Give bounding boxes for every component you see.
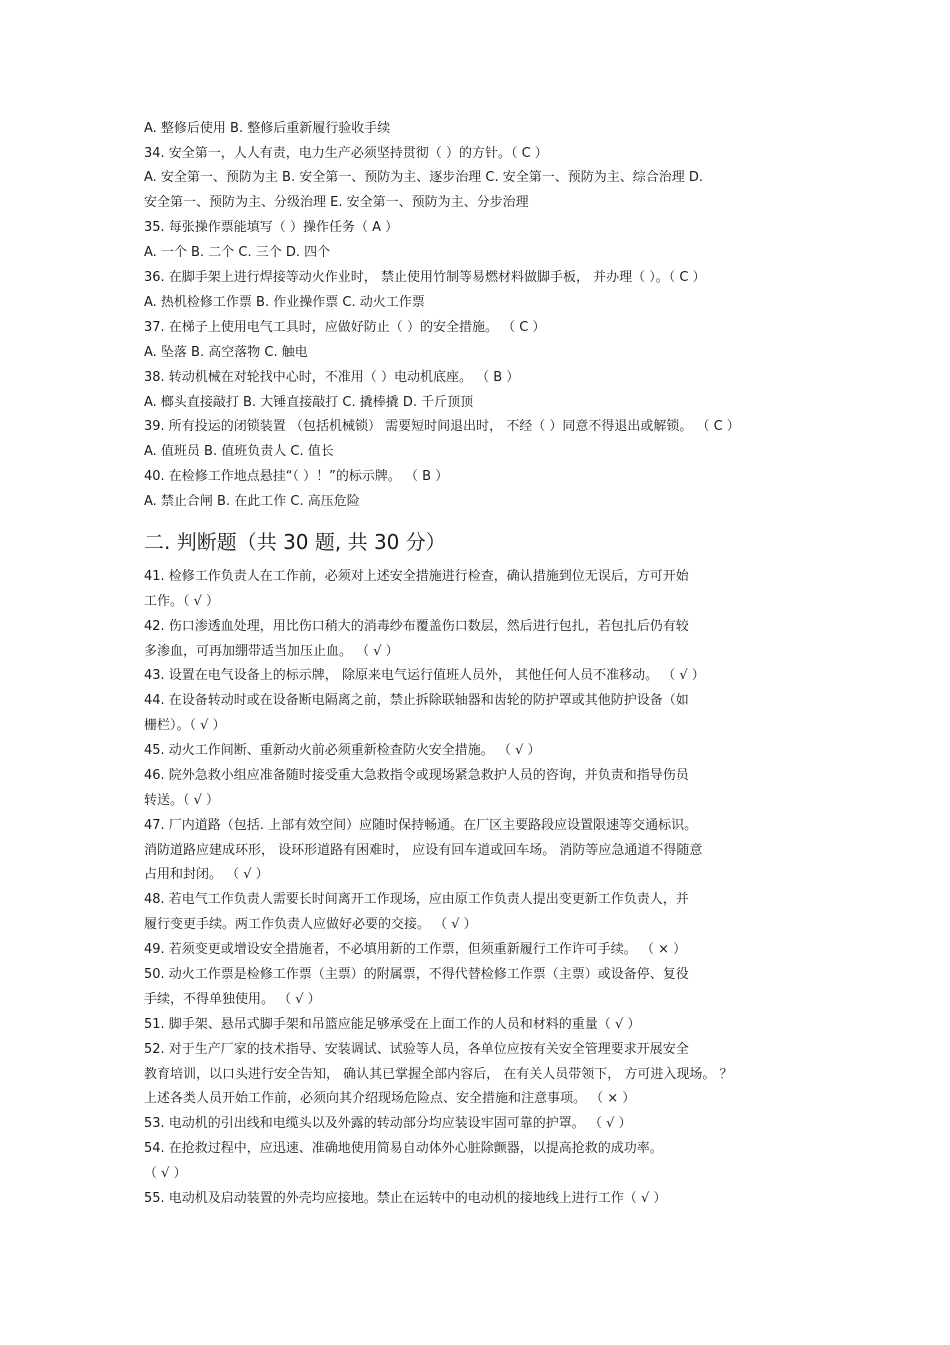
question-47-cont2: 占用和封闭。 （ √ ） (144, 867, 269, 882)
question-49: 49. 若须变更或增设安全措施者，不必填用新的工作票，但须重新履行工作许可手续。 （ × ） (144, 942, 687, 957)
question-36-options: A. 热机检修工作票 B. 作业操作票 C. 动火工作票 (144, 295, 425, 310)
question-40: 40. 在检修工作地点悬挂“（ ）！”的标示牌。 （ B ） (144, 469, 449, 484)
question-52: 52. 对于生产厂家的技术指导、安装调试、试验等人员，各单位应按有关安全管理要求开展安全 (144, 1042, 689, 1057)
question-53: 53. 电动机的引出线和电缆头以及外露的转动部分均应装设牢固可靠的护罩。 （ √ ） (144, 1116, 632, 1131)
question-52-cont: 教育培训，以口头进行安全告知， 确认其已掌握全部内容后， 在有关人员带领下， 方可进入现场。 ？ (144, 1067, 733, 1082)
question-39: 39. 所有投运的闭锁装置 （包括机械锁） 需要短时间退出时， 不经（ ）同意不得退出或解锁。 （ C ） (144, 419, 740, 434)
question-55: 55. 电动机及启动装置的外壳均应接地。禁止在运转中的电动机的接地线上进行工作（ √ ） (144, 1191, 667, 1206)
question-41-cont: 工作。（ √ ） (144, 594, 220, 609)
question-39-options: A. 值班员 B. 值班负责人 C. 值长 (144, 444, 334, 459)
question-37-options: A. 坠落 B. 高空落物 C. 触电 (144, 345, 308, 360)
question-42-cont: 多渗血，可再加绷带适当加压止血。 （ √ ） (144, 644, 399, 659)
question-35-options: A. 一个 B. 二个 C. 三个 D. 四个 (144, 245, 331, 260)
question-45: 45. 动火工作间断、重新动火前必须重新检查防火安全措施。 （ √ ） (144, 743, 541, 758)
answer-options-line: A. 整修后使用 B. 整修后重新履行验收手续 (144, 121, 391, 136)
question-50: 50. 动火工作票是检修工作票（主票）的附属票，不得代替检修工作票（主票）或设备停、复役 (144, 967, 689, 982)
question-43: 43. 设置在电气设备上的标示牌， 除原来电气运行值班人员外， 其他任何人员不准移动。 （ √ ） (144, 668, 705, 683)
question-48: 48. 若电气工作负责人需要长时间离开工作现场，应由原工作负责人提出变更新工作负责人，并 (144, 892, 689, 907)
question-34: 34. 安全第一，人人有责，电力生产必须坚持贯彻（ ）的方针。（ C ） (144, 146, 548, 161)
question-42: 42. 伤口渗透血处理，用比伤口稍大的消毒纱布覆盖伤口数层，然后进行包扎，若包扎后仍有较 (144, 619, 689, 634)
question-37: 37. 在梯子上使用电气工具时，应做好防止（ ）的安全措施。 （ C ） (144, 320, 546, 335)
question-34-options-cont: 安全第一、预防为主、分级治理 E. 安全第一、预防为主、分步治理 (144, 195, 529, 210)
question-38-options: A. 榔头直接敲打 B. 大锤直接敲打 C. 撬棒撬 D. 千斤顶顶 (144, 395, 474, 410)
question-41: 41. 检修工作负责人在工作前，必须对上述安全措施进行检查，确认措施到位无误后，方可开始 (144, 569, 689, 584)
question-47-cont: 消防道路应建成环形， 设环形道路有困难时， 应设有回车道或回车场。 消防等应急通道不得随意 (144, 843, 703, 858)
question-46-cont: 转送。（ √ ） (144, 793, 220, 808)
question-51: 51. 脚手架、悬吊式脚手架和吊篮应能足够承受在上面工作的人员和材料的重量（ √ ） (144, 1017, 641, 1032)
question-36: 36. 在脚手架上进行焊接等动火作业时， 禁止使用竹制等易燃材料做脚手板， 并办理（ ）。（ C ） (144, 270, 706, 285)
question-54: 54. 在抢救过程中，应迅速、准确地使用简易自动体外心脏除颤器，以提高抢救的成功率。 (144, 1141, 663, 1156)
question-44-cont: 栅栏）。（ √ ） (144, 718, 226, 733)
question-50-cont: 手续，不得单独使用。 （ √ ） (144, 992, 321, 1007)
question-38: 38. 转动机械在对轮找中心时，不准用（ ）电动机底座。 （ B ） (144, 370, 520, 385)
question-47: 47. 厂内道路（包括. 上部有效空间）应随时保持畅通。在厂区主要路段应设置限速等交通标识。 (144, 818, 698, 833)
question-35: 35. 每张操作票能填写（ ）操作任务（ A ） (144, 220, 399, 235)
question-34-options: A. 安全第一、预防为主 B. 安全第一、预防为主、逐步治理 C. 安全第一、预防为主、综合治理 D. (144, 170, 703, 185)
question-46: 46. 院外急救小组应准备随时接受重大急救指令或现场紧急救护人员的咨询，并负责和指导伤员 (144, 768, 689, 783)
question-44: 44. 在设备转动时或在设备断电隔离之前，禁止拆除联轴器和齿轮的防护罩或其他防护设备（如 (144, 693, 689, 708)
question-40-options: A. 禁止合闸 B. 在此工作 C. 高压危险 (144, 494, 360, 509)
question-48-cont: 履行变更手续。两工作负责人应做好必要的交接。 （ √ ） (144, 917, 477, 932)
section-title: 二. 判断题（共 30 题, 共 30 分） (144, 530, 446, 554)
question-54-cont: （ √ ） (144, 1166, 187, 1181)
question-52-cont2: 上述各类人员开始工作前，必须向其介绍现场危险点、安全措施和注意事项。 （ × ） (144, 1091, 636, 1106)
